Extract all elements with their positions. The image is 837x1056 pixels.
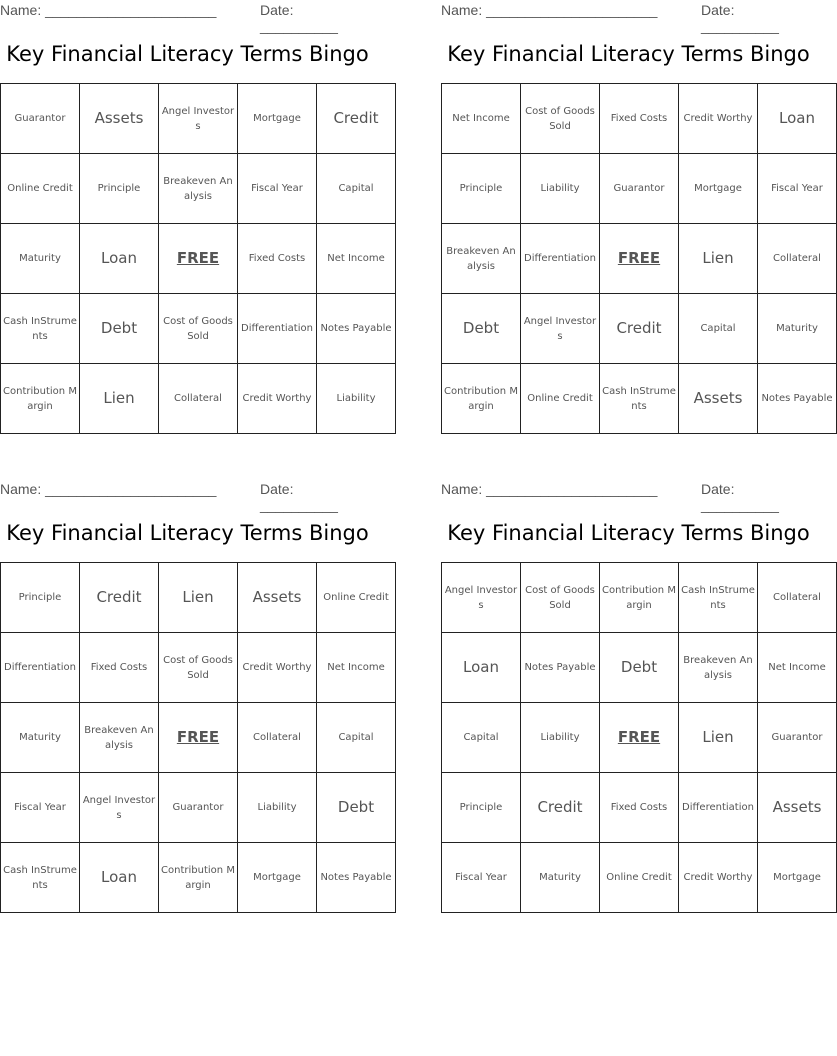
- grid-row: [442, 773, 837, 843]
- bingo-cell: Loan: [442, 633, 521, 703]
- grid-row: [1, 563, 396, 633]
- bingo-cell: Collateral: [238, 703, 317, 773]
- bingo-card-2: [441, 0, 833, 430]
- bingo-grid: [0, 83, 396, 434]
- date-field: Date: __________: [701, 481, 779, 513]
- grid-row: [442, 294, 837, 364]
- grid-row: [442, 364, 837, 434]
- grid-row: [442, 154, 837, 224]
- bingo-cell: Cost of Goods Sold: [159, 294, 238, 364]
- grid-row: [1, 773, 396, 843]
- bingo-grid: [0, 562, 396, 913]
- bingo-cell: Guarantor: [159, 773, 238, 843]
- bingo-cell: Net Income: [758, 633, 837, 703]
- bingo-cell: Liability: [521, 703, 600, 773]
- bingo-cell: Credit Worthy: [679, 843, 758, 913]
- grid-row: [1, 364, 396, 434]
- bingo-cell: Maturity: [758, 294, 837, 364]
- grid-row: [442, 224, 837, 294]
- bingo-cell: Mortgage: [758, 843, 837, 913]
- bingo-cell: Credit: [317, 84, 396, 154]
- card-header: [0, 0, 375, 34]
- bingo-cell: Loan: [80, 224, 159, 294]
- card-title: Key Financial Literacy Terms Bingo: [6, 42, 369, 66]
- bingo-cell: Credit: [600, 294, 679, 364]
- bingo-cell: Notes Payable: [317, 294, 396, 364]
- bingo-cell: Differentiation: [521, 224, 600, 294]
- card-header: [441, 479, 816, 513]
- date-field: Date: __________: [260, 2, 338, 34]
- bingo-cell: Cost of Goods Sold: [521, 84, 600, 154]
- bingo-cell: Contribution Margin: [1, 364, 80, 434]
- bingo-cell: Contribution Margin: [600, 563, 679, 633]
- bingo-cell: Assets: [758, 773, 837, 843]
- bingo-cell: Breakeven Analysis: [159, 154, 238, 224]
- bingo-cell: Guarantor: [600, 154, 679, 224]
- bingo-cell: Contribution Margin: [159, 843, 238, 913]
- bingo-cell: Online Credit: [600, 843, 679, 913]
- grid-row: [1, 154, 396, 224]
- bingo-cell: Net Income: [317, 633, 396, 703]
- grid-row: [1, 84, 396, 154]
- grid-row: [1, 703, 396, 773]
- card-title: Key Financial Literacy Terms Bingo: [6, 521, 369, 545]
- grid-row: [442, 703, 837, 773]
- grid-row: [442, 843, 837, 913]
- bingo-cell: Principle: [442, 773, 521, 843]
- bingo-cell: Notes Payable: [317, 843, 396, 913]
- bingo-cell: Mortgage: [679, 154, 758, 224]
- bingo-cell: Net Income: [442, 84, 521, 154]
- bingo-cell: Debt: [442, 294, 521, 364]
- bingo-cell: Mortgage: [238, 84, 317, 154]
- bingo-cell: Net Income: [317, 224, 396, 294]
- name-field: Name: ______________________: [441, 481, 658, 497]
- grid-row: [1, 224, 396, 294]
- bingo-cell: Principle: [442, 154, 521, 224]
- bingo-cell: Liability: [238, 773, 317, 843]
- bingo-cell: Lien: [679, 703, 758, 773]
- bingo-cell: Collateral: [758, 563, 837, 633]
- bingo-grid: [441, 83, 837, 434]
- bingo-cell: Differentiation: [1, 633, 80, 703]
- card-title: Key Financial Literacy Terms Bingo: [447, 42, 810, 66]
- bingo-cell: Fixed Costs: [600, 773, 679, 843]
- bingo-cell: Online Credit: [521, 364, 600, 434]
- bingo-cell: Maturity: [1, 703, 80, 773]
- bingo-cell: Guarantor: [1, 84, 80, 154]
- bingo-cell: Capital: [317, 703, 396, 773]
- bingo-cell: Capital: [679, 294, 758, 364]
- bingo-cell: Angel Investors: [442, 563, 521, 633]
- bingo-cell: Cash InStruments: [1, 843, 80, 913]
- bingo-cell: Capital: [442, 703, 521, 773]
- bingo-cell: Mortgage: [238, 843, 317, 913]
- bingo-cell: Fixed Costs: [600, 84, 679, 154]
- bingo-cell: Debt: [600, 633, 679, 703]
- bingo-cell: Maturity: [1, 224, 80, 294]
- bingo-cell: Fiscal Year: [238, 154, 317, 224]
- bingo-cell: Breakeven Analysis: [679, 633, 758, 703]
- bingo-cell: Loan: [758, 84, 837, 154]
- free-space: FREE: [159, 703, 238, 773]
- card-title: Key Financial Literacy Terms Bingo: [447, 521, 810, 545]
- bingo-cell: Liability: [521, 154, 600, 224]
- bingo-cell: Lien: [679, 224, 758, 294]
- grid-row: [442, 84, 837, 154]
- card-header: [0, 479, 375, 513]
- bingo-cell: Assets: [80, 84, 159, 154]
- bingo-cell: Liability: [317, 364, 396, 434]
- bingo-cell: Principle: [80, 154, 159, 224]
- card-header: [441, 0, 816, 34]
- bingo-cell: Online Credit: [1, 154, 80, 224]
- bingo-cell: Notes Payable: [758, 364, 837, 434]
- bingo-cell: Collateral: [159, 364, 238, 434]
- bingo-cell: Guarantor: [758, 703, 837, 773]
- bingo-cell: Credit Worthy: [238, 364, 317, 434]
- name-field: Name: ______________________: [0, 481, 217, 497]
- bingo-cell: Fixed Costs: [238, 224, 317, 294]
- bingo-cell: Credit Worthy: [679, 84, 758, 154]
- bingo-cell: Lien: [159, 563, 238, 633]
- bingo-cell: Capital: [317, 154, 396, 224]
- grid-row: [1, 843, 396, 913]
- bingo-cell: Loan: [80, 843, 159, 913]
- bingo-cell: Fiscal Year: [1, 773, 80, 843]
- bingo-card-1: [0, 0, 392, 430]
- bingo-cell: Assets: [238, 563, 317, 633]
- bingo-cell: Cash InStruments: [1, 294, 80, 364]
- bingo-cell: Fixed Costs: [80, 633, 159, 703]
- bingo-cell: Maturity: [521, 843, 600, 913]
- bingo-cell: Breakeven Analysis: [80, 703, 159, 773]
- bingo-cell: Differentiation: [238, 294, 317, 364]
- free-space: FREE: [159, 224, 238, 294]
- name-field: Name: ______________________: [441, 2, 658, 18]
- bingo-cell: Cost of Goods Sold: [159, 633, 238, 703]
- bingo-cell: Debt: [317, 773, 396, 843]
- bingo-cell: Collateral: [758, 224, 837, 294]
- grid-row: [1, 294, 396, 364]
- bingo-cell: Principle: [1, 563, 80, 633]
- bingo-cell: Cost of Goods Sold: [521, 563, 600, 633]
- bingo-grid: [441, 562, 837, 913]
- bingo-cell: Angel Investors: [521, 294, 600, 364]
- bingo-cell: Cash InStruments: [679, 563, 758, 633]
- bingo-card-4: [441, 479, 826, 909]
- bingo-cell: Credit: [521, 773, 600, 843]
- bingo-cell: Angel Investors: [159, 84, 238, 154]
- bingo-cell: Credit: [80, 563, 159, 633]
- bingo-cell: Differentiation: [679, 773, 758, 843]
- grid-row: [1, 633, 396, 703]
- free-space: FREE: [600, 703, 679, 773]
- bingo-cell: Debt: [80, 294, 159, 364]
- bingo-cell: Assets: [679, 364, 758, 434]
- name-field: Name: ______________________: [0, 2, 217, 18]
- bingo-cell: Notes Payable: [521, 633, 600, 703]
- date-field: Date: __________: [260, 481, 338, 513]
- bingo-cell: Lien: [80, 364, 159, 434]
- date-field: Date: __________: [701, 2, 779, 34]
- bingo-cell: Breakeven Analysis: [442, 224, 521, 294]
- bingo-cell: Fiscal Year: [442, 843, 521, 913]
- bingo-cell: Fiscal Year: [758, 154, 837, 224]
- bingo-cell: Contribution Margin: [442, 364, 521, 434]
- bingo-cell: Online Credit: [317, 563, 396, 633]
- free-space: FREE: [600, 224, 679, 294]
- bingo-cell: Angel Investors: [80, 773, 159, 843]
- bingo-cell: Cash InStruments: [600, 364, 679, 434]
- bingo-card-3: [0, 479, 392, 909]
- grid-row: [442, 563, 837, 633]
- bingo-cell: Credit Worthy: [238, 633, 317, 703]
- grid-row: [442, 633, 837, 703]
